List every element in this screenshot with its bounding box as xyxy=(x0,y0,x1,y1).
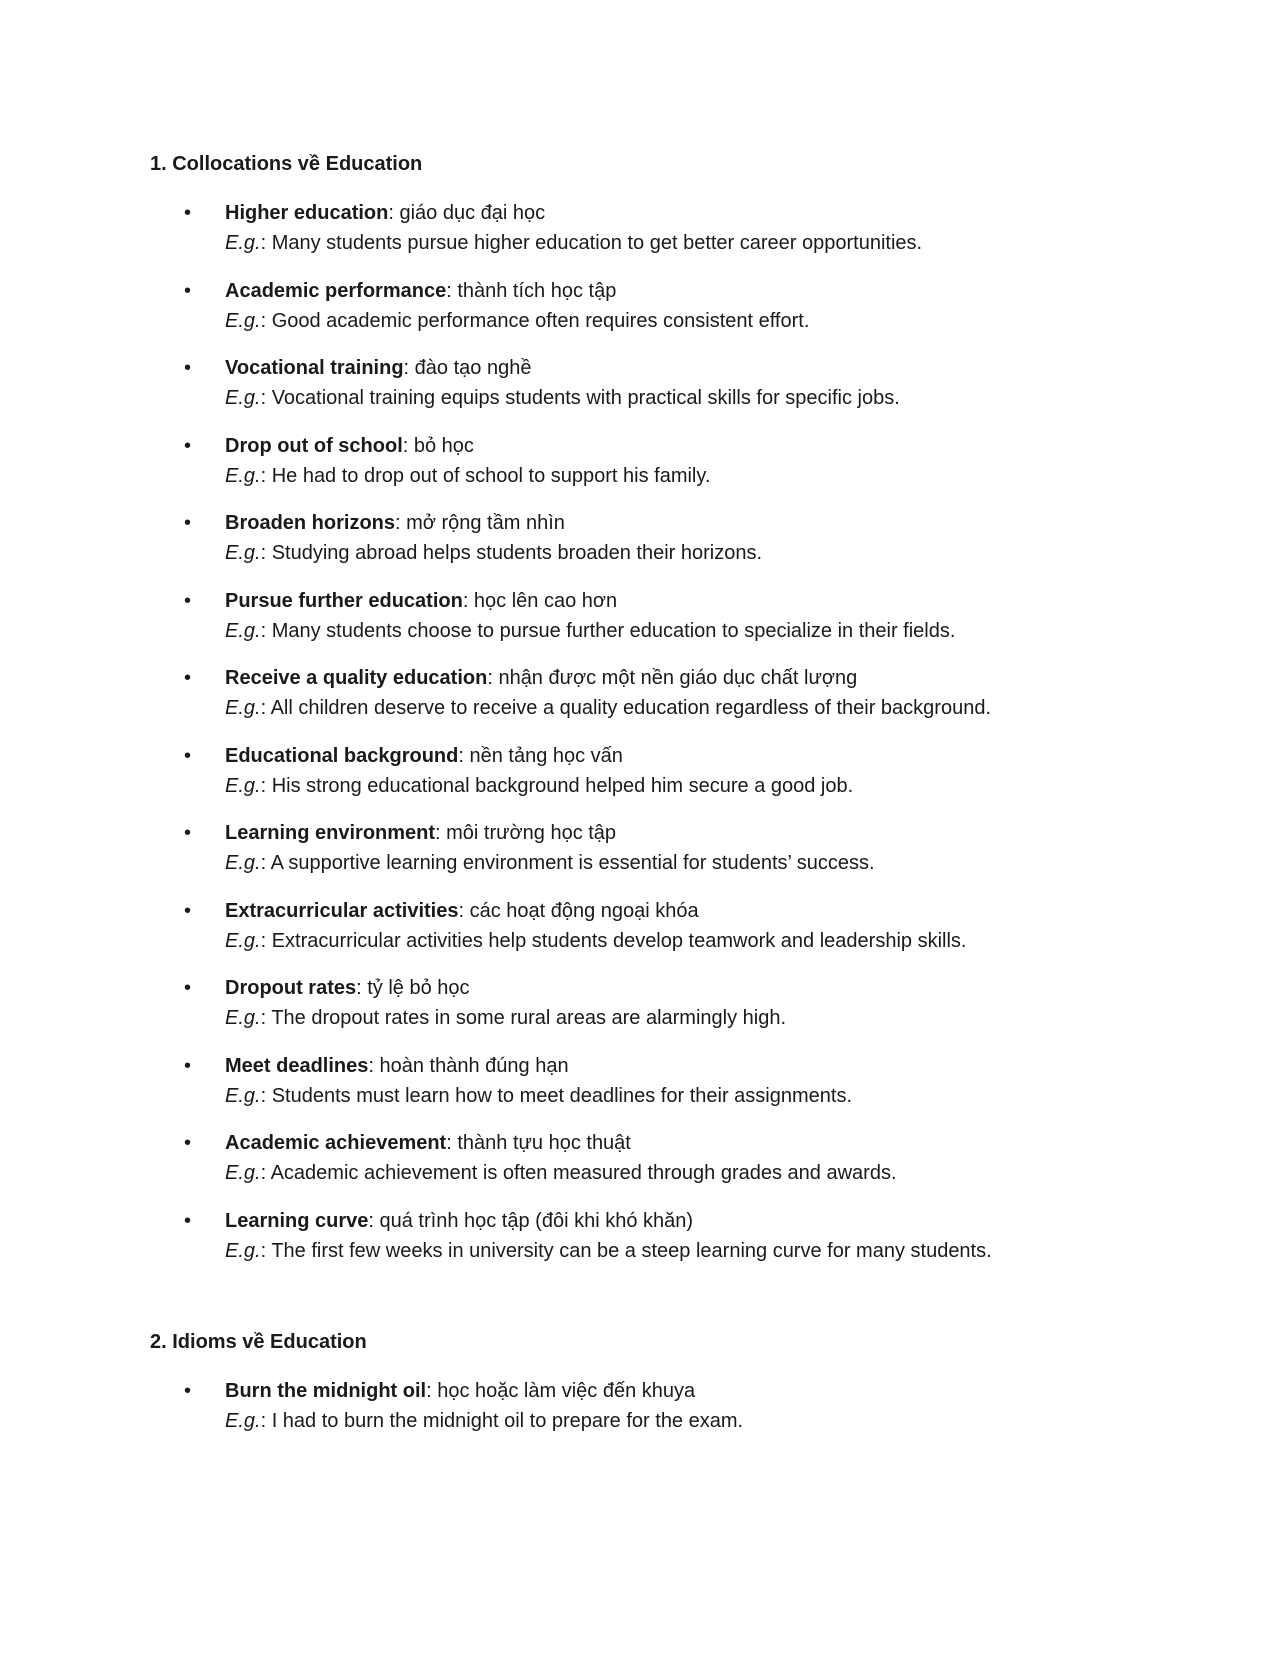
example-text: : The dropout rates in some rural areas are alarmingly high. xyxy=(260,1007,787,1029)
term: Academic performance xyxy=(225,279,447,302)
example-line xyxy=(225,616,1150,646)
example-line xyxy=(225,383,1150,413)
example-label: E.g. xyxy=(225,1162,261,1184)
example-text: : Academic achievement is often measured through grades and awards. xyxy=(260,1162,897,1184)
list-item xyxy=(150,586,1150,664)
idioms-list xyxy=(150,1376,1150,1454)
term: Educational background xyxy=(225,744,459,767)
bullet-icon: • xyxy=(184,744,192,767)
term-line xyxy=(225,353,1150,383)
bullet-icon: • xyxy=(184,202,192,224)
term: Meet deadlines xyxy=(225,1054,369,1077)
term-line xyxy=(225,586,1150,616)
meaning: : giáo dục đại học xyxy=(388,202,546,224)
bullet-icon: • xyxy=(184,357,192,379)
example-label: E.g. xyxy=(225,774,261,797)
term: Burn the midnight oil xyxy=(225,1380,427,1402)
example-label: E.g. xyxy=(225,697,261,719)
example-text: : Studying abroad helps students broaden their horizons. xyxy=(260,542,763,564)
list-item xyxy=(150,663,1150,741)
example-text: : Many students choose to pursue further education to specialize in their fields. xyxy=(260,619,956,642)
section-title-collocations: 1. Collocations về Education xyxy=(150,153,423,175)
list-item xyxy=(150,431,1150,509)
term: Learning environment xyxy=(225,822,436,844)
example-line xyxy=(225,848,1150,878)
bullet-icon: • xyxy=(184,279,192,302)
meaning: : bỏ học xyxy=(402,434,474,457)
bullet-icon: • xyxy=(184,977,192,999)
example-text: : The first few weeks in university can be a steep learning curve for many students. xyxy=(260,1239,992,1262)
meaning: : học hoặc làm việc đến khuya xyxy=(426,1380,696,1402)
example-text: : Good academic performance often requires consistent effort. xyxy=(260,309,810,332)
term-line xyxy=(225,973,1150,1003)
meaning: : thành tựu học thuật xyxy=(446,1132,631,1154)
example-label: E.g. xyxy=(225,852,261,874)
example-text: : Vocational training equips students with practical skills for specific jobs. xyxy=(260,387,900,409)
example-line xyxy=(225,1003,1150,1033)
term: Drop out of school xyxy=(225,434,403,457)
example-label: E.g. xyxy=(225,1007,261,1029)
list-item xyxy=(150,973,1150,1051)
term-line xyxy=(225,1206,1150,1236)
example-line xyxy=(225,461,1150,491)
list-item xyxy=(150,1051,1150,1129)
term: Higher education xyxy=(225,202,389,224)
term-line xyxy=(225,663,1150,693)
example-label: E.g. xyxy=(225,309,261,332)
list-item xyxy=(150,508,1150,586)
meaning: : học lên cao hơn xyxy=(462,589,618,612)
example-line xyxy=(225,1406,1150,1436)
example-line xyxy=(225,228,1150,258)
example-line xyxy=(225,1236,1150,1266)
term-line xyxy=(225,1376,1150,1406)
list-item xyxy=(150,198,1150,276)
meaning: : mở rộng tầm nhìn xyxy=(395,512,565,534)
list-item xyxy=(150,1376,1150,1454)
example-text: : Many students pursue higher education to get better career opportunities. xyxy=(260,232,923,254)
meaning: : các hoạt động ngoại khóa xyxy=(458,899,699,922)
term: Extracurricular activities xyxy=(225,899,459,922)
list-item xyxy=(150,818,1150,896)
example-text: : A supportive learning environment is essential for students’ success. xyxy=(260,852,875,874)
term: Broaden horizons xyxy=(225,512,396,534)
meaning: : quá trình học tập (đôi khi khó khăn) xyxy=(368,1209,694,1232)
example-line xyxy=(225,538,1150,568)
example-label: E.g. xyxy=(225,929,261,952)
bullet-icon: • xyxy=(184,1054,192,1077)
term-line xyxy=(225,818,1150,848)
list-item xyxy=(150,1128,1150,1206)
list-item xyxy=(150,741,1150,819)
example-line xyxy=(225,693,1150,723)
term: Academic achievement xyxy=(225,1132,447,1154)
term-line xyxy=(225,198,1150,228)
term-line xyxy=(225,1128,1150,1158)
bullet-icon: • xyxy=(184,822,192,844)
example-label: E.g. xyxy=(225,619,261,642)
example-text: : Extracurricular activities help students develop teamwork and leadership skills. xyxy=(260,929,967,952)
list-item xyxy=(150,1206,1150,1284)
meaning: : hoàn thành đúng hạn xyxy=(368,1054,569,1077)
term-line xyxy=(225,508,1150,538)
example-label: E.g. xyxy=(225,542,261,564)
term: Receive a quality education xyxy=(225,667,488,689)
bullet-icon: • xyxy=(184,434,192,457)
bullet-icon: • xyxy=(184,512,192,534)
example-text: : I had to burn the midnight oil to prepare for the exam. xyxy=(260,1410,744,1432)
list-item xyxy=(150,896,1150,974)
example-label: E.g. xyxy=(225,1084,261,1107)
meaning: : nhận được một nền giáo dục chất lượng xyxy=(487,667,858,689)
term: Learning curve xyxy=(225,1209,369,1232)
example-text: : He had to drop out of school to support his family. xyxy=(260,464,711,487)
example-text: : His strong educational background helped him secure a good job. xyxy=(260,774,854,797)
term-line xyxy=(225,1051,1150,1081)
example-line xyxy=(225,1081,1150,1111)
meaning: : thành tích học tập xyxy=(446,279,617,302)
term: Vocational training xyxy=(225,357,404,379)
meaning: : nền tảng học vấn xyxy=(458,744,623,767)
term-line xyxy=(225,896,1150,926)
term: Dropout rates xyxy=(225,977,357,999)
example-line xyxy=(225,306,1150,336)
example-line xyxy=(225,771,1150,801)
list-item xyxy=(150,276,1150,354)
list-item xyxy=(150,353,1150,431)
meaning: : tỷ lệ bỏ học xyxy=(356,977,470,999)
section-title-idioms: 2. Idioms về Education xyxy=(150,1331,367,1353)
term-line xyxy=(225,431,1150,461)
example-label: E.g. xyxy=(225,1239,261,1262)
example-label: E.g. xyxy=(225,387,261,409)
bullet-icon: • xyxy=(184,1132,192,1154)
bullet-icon: • xyxy=(184,667,192,689)
term: Pursue further education xyxy=(225,589,463,612)
example-line xyxy=(225,1158,1150,1188)
bullet-icon: • xyxy=(184,899,192,922)
example-label: E.g. xyxy=(225,464,261,487)
term-line xyxy=(225,741,1150,771)
example-label: E.g. xyxy=(225,1410,261,1432)
collocations-list xyxy=(150,198,1150,1283)
meaning: : đào tạo nghề xyxy=(403,357,532,379)
example-label: E.g. xyxy=(225,232,261,254)
bullet-icon: • xyxy=(184,589,192,612)
meaning: : môi trường học tập xyxy=(435,822,617,844)
example-text: : Students must learn how to meet deadlines for their assignments. xyxy=(260,1084,852,1107)
bullet-icon: • xyxy=(184,1209,192,1232)
example-line xyxy=(225,926,1150,956)
bullet-icon: • xyxy=(184,1380,192,1402)
example-text: : All children deserve to receive a quality education regardless of their background. xyxy=(260,697,991,719)
term-line xyxy=(225,276,1150,306)
